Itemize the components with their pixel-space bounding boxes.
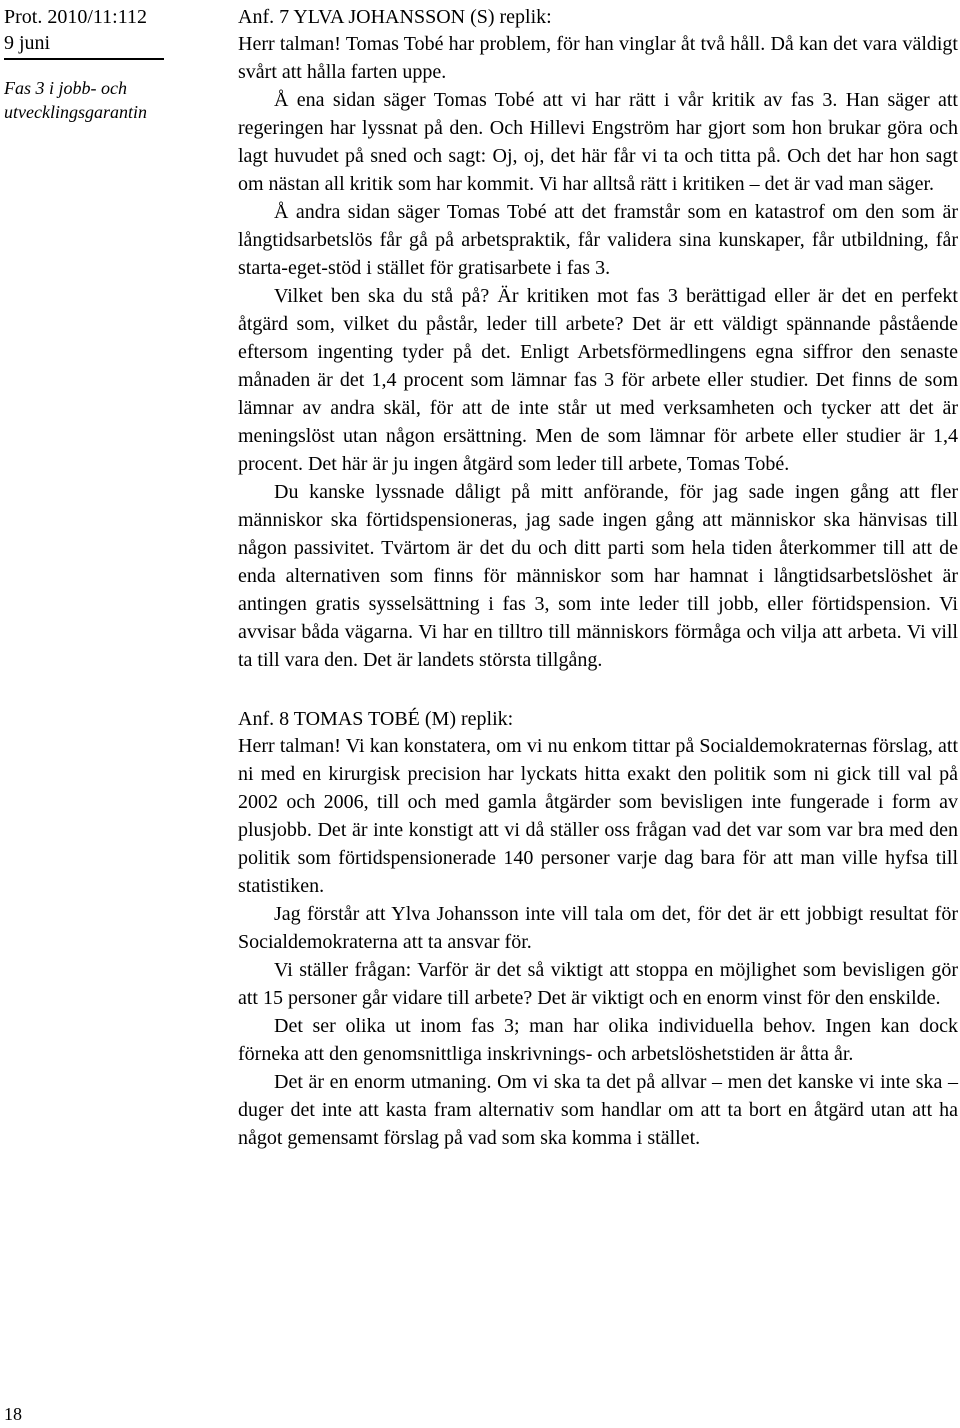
page-number: 18 bbox=[4, 1404, 22, 1424]
protocol-number: Prot. 2010/11:112 bbox=[4, 6, 147, 28]
speech-tomas-tobe bbox=[238, 706, 958, 1152]
paragraph: Herr talman! Tomas Tobé har problem, för han vinglar åt två håll. Då kan det vara väldigt svårt att hålla farten uppe. bbox=[238, 33, 958, 83]
margin-column bbox=[4, 4, 232, 124]
paragraph: Det är en enorm utmaning. Om vi ska ta det på allvar – men det kanske vi inte ska – duger det inte att kasta fram alternativ som handlar om att ta bort en åtgärd utan att ha något gemensamt förslag på vad som ska komma i stället. bbox=[238, 1071, 958, 1149]
paragraph: Jag förstår att Ylva Johansson inte vill tala om det, för det är ett jobbigt resultat för Socialdemokraterna att ta ansvar för. bbox=[238, 903, 958, 953]
paragraph: Du kanske lyssnade dåligt på mitt anförande, för jag sade ingen gång att fler människor ska förtidspensioneras, jag sade ingen gång att människor ska hänvisas till någon passivitet. Tvärtom är det du och ditt parti som hela tiden återkommer till att de enda alternativen som finns för människor som har hamnat i långtidsarbetslöshet är antingen gratis sysselsättning i fas 3, som inte leder till jobb, eller förtidspension. Vi avvisar båda vägarna. Vi har en tilltro till människors förmåga och vilja att arbeta. Vi vill ta till vara den. Det är landets största tillgång. bbox=[238, 481, 958, 671]
speaker-heading: Anf. 7 YLVA JOHANSSON (S) replik: bbox=[238, 6, 552, 28]
paragraph: Å andra sidan säger Tomas Tobé att det framstår som en katastrof om den som är långtidsarbetslös får gå på arbetspraktik, får validera sina kunskaper, får utbildning, får starta-eget-stöd i stället för gratisarbete i fas 3. bbox=[238, 201, 958, 279]
protocol-date: 9 juni bbox=[4, 32, 51, 54]
main-text bbox=[238, 4, 958, 1152]
paragraph: Det ser olika ut inom fas 3; man har olika individuella behov. Ingen kan dock förneka att den genomsnittliga inskrivnings- och arbetslöshetstiden är åtta år. bbox=[238, 1015, 958, 1065]
header-divider bbox=[4, 58, 164, 60]
paragraph: Herr talman! Vi kan konstatera, om vi nu enkom tittar på Socialdemokraternas förslag, att ni med en kirurgisk precision har lyckats hitta exakt den politik som ni gick till val på 2002 och 2006, till och med gamla åtgärder som bevisligen inte fungerade i form av plusjobb. Det är inte konstigt att vi då ställer oss frågan vad det var som var bra med den politik som förtidspensionerade 140 personer varje dag bara för att man ville hyfsa till statistiken. bbox=[238, 735, 958, 897]
speech-ylva-johansson bbox=[238, 4, 958, 674]
topic-label: Fas 3 i jobb- och utvecklingsgarantin bbox=[4, 78, 147, 122]
paragraph: Å ena sidan säger Tomas Tobé att vi har rätt i vår kritik av fas 3. Han säger att regeringen har lyssnat på den. Och Hillevi Engström har gjort som hon brukar göra och lagt huvudet på sned och sagt: Oj, oj, det här får vi ta och titta på. Och det har hon sagt om nästan all kritik som har kommit. Vi har alltså rätt i kritiken – det är vad man säger. bbox=[238, 89, 958, 195]
paragraph: Vi ställer frågan: Varför är det så viktigt att stoppa en möjlighet som bevisligen gör att 15 personer går vidare till arbete? Det är viktigt och en enorm vinst för den enskilde. bbox=[238, 959, 958, 1009]
paragraph: Vilket ben ska du stå på? Är kritiken mot fas 3 berättigad eller är det en perfekt åtgärd som, vilket du påstår, leder till arbete? Det är ett väldigt spännande påstående eftersom ingenting tyder på det. Enligt Arbetsförmedlingens egna siffror den senaste månaden är det 1,4 procent som lämnar fas 3 för arbete eller studier. Det finns de som lämnar av andra skäl, för att de inte står ut med verksamheten och tycker att det är meningslöst utan någon ersättning. Men de som lämnar för arbete eller studier är 1,4 procent. Det här är ju ingen åtgärd som leder till arbete, Tomas Tobé. bbox=[238, 285, 958, 475]
speaker-heading: Anf. 8 TOMAS TOBÉ (M) replik: bbox=[238, 708, 514, 730]
